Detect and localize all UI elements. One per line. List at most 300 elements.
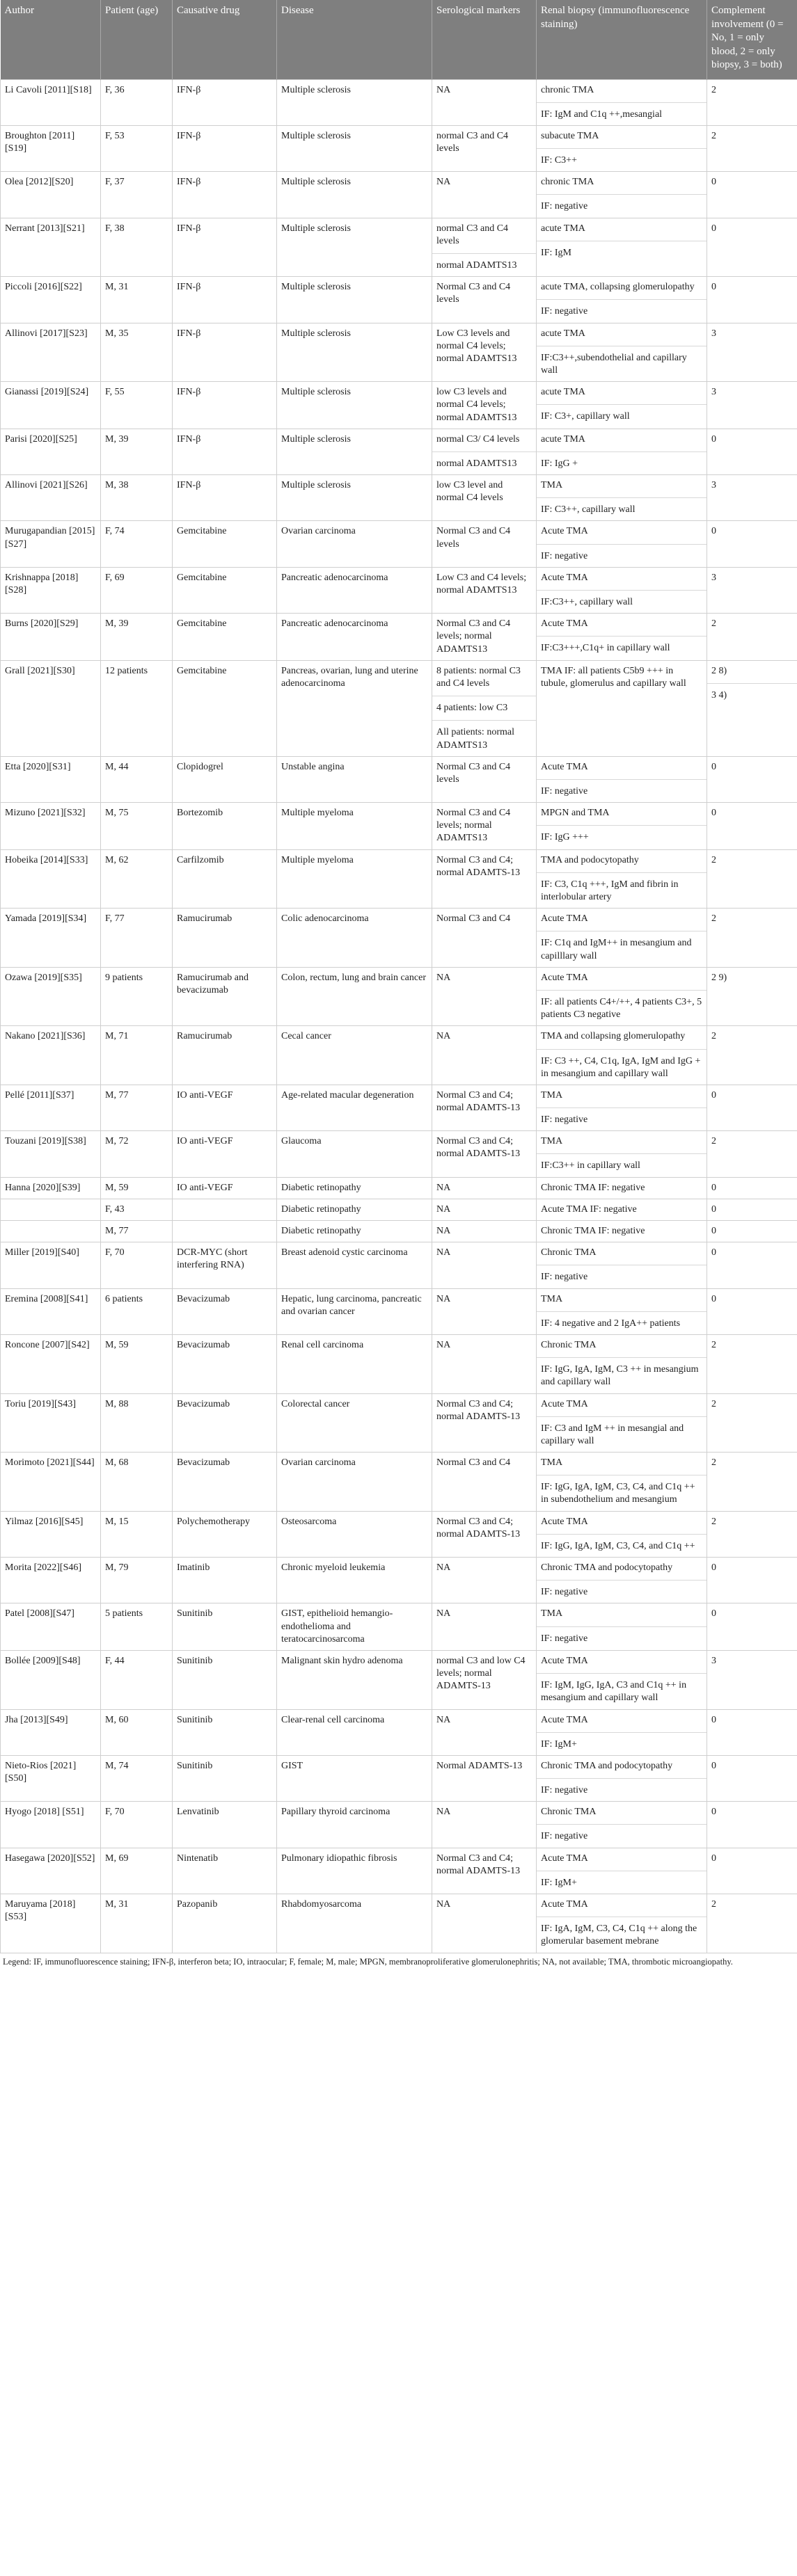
drug-cell: Bevacizumab: [173, 1453, 277, 1512]
header-disease: Disease: [277, 0, 432, 79]
markers-cell: [432, 1221, 537, 1242]
complement-cell-line: 0: [711, 223, 716, 234]
author-cell: Patel [2008][S47]: [1, 1603, 101, 1651]
complement-cell-line: 0: [711, 1203, 716, 1215]
markers-cell-line: All patients: normal ADAMTS13: [432, 720, 536, 751]
drug-cell: Carfilzomib: [173, 849, 277, 909]
drug-cell: Bevacizumab: [173, 1288, 277, 1334]
table-row: [1, 1894, 797, 1953]
markers-cell-line: normal ADAMTS13: [432, 253, 536, 272]
complement-cell: [707, 1453, 797, 1512]
biopsy-cell-line: Chronic TMA IF: negative: [541, 1182, 645, 1193]
markers-cell-line: normal C3 and C4 levels: [436, 223, 509, 246]
drug-cell: Sunitinib: [173, 1755, 277, 1801]
biopsy-cell: [537, 323, 707, 382]
author-cell: [1, 1221, 101, 1242]
complement-cell-line: 2: [711, 1031, 716, 1042]
markers-cell-line: normal C3/ C4 levels: [436, 433, 520, 445]
biopsy-cell-line: IF: negative: [537, 1580, 707, 1599]
table-row: [1, 1558, 797, 1603]
biopsy-cell: [537, 803, 707, 850]
patient-cell: F, 36: [101, 79, 173, 125]
biopsy-cell-line: IF: IgM+: [537, 1871, 707, 1889]
drug-cell: Imatinib: [173, 1558, 277, 1603]
header-complement: Complement involvement (0 = No, 1 = only blood, 2 = only biopsy, 3 = both): [707, 0, 797, 79]
author-cell: Miller [2019][S40]: [1, 1242, 101, 1288]
disease-cell: Multiple sclerosis: [277, 277, 432, 323]
table-row: [1, 79, 797, 125]
complement-cell: [707, 1199, 797, 1220]
disease-cell: Multiple sclerosis: [277, 323, 432, 382]
patient-cell: M, 60: [101, 1709, 173, 1755]
disease-cell: Diabetic retinopathy: [277, 1221, 432, 1242]
complement-cell: [707, 614, 797, 661]
complement-cell-line: 0: [711, 526, 716, 537]
biopsy-cell: [537, 909, 707, 968]
drug-cell: IO anti-VEGF: [173, 1085, 277, 1130]
disease-cell: GIST: [277, 1755, 432, 1801]
patient-cell: M, 72: [101, 1131, 173, 1177]
author-cell: Roncone [2007][S42]: [1, 1334, 101, 1393]
complement-cell: [707, 909, 797, 968]
markers-cell-line: Normal C3 and C4 levels: [436, 282, 511, 305]
table-row: [1, 614, 797, 661]
biopsy-cell-line: IF: negative: [537, 1107, 707, 1126]
drug-cell: Sunitinib: [173, 1650, 277, 1709]
biopsy-cell-line: IF:C3++,subendothelial and capillary wall: [537, 346, 707, 377]
drug-cell: Sunitinib: [173, 1603, 277, 1651]
biopsy-cell-line: IF: IgM and C1q ++,mesangial: [537, 102, 707, 121]
complement-cell-line: 3: [711, 328, 716, 339]
patient-cell: M, 38: [101, 475, 173, 521]
complement-cell-line: 2: [711, 618, 716, 630]
markers-cell: [432, 125, 537, 171]
table-row: [1, 1288, 797, 1334]
patient-cell: M, 74: [101, 1755, 173, 1801]
biopsy-cell-line: IF: negative: [537, 1824, 707, 1843]
table-row: [1, 1650, 797, 1709]
complement-cell-line: 0: [711, 1182, 716, 1193]
complement-cell-line: 0: [711, 1853, 716, 1864]
markers-cell-line: NA: [436, 1899, 451, 1910]
table-row: [1, 1199, 797, 1220]
author-cell: Burns [2020][S29]: [1, 614, 101, 661]
biopsy-cell: [537, 1558, 707, 1603]
disease-cell: Multiple myeloma: [277, 849, 432, 909]
author-cell: Maruyama [2018][S53]: [1, 1894, 101, 1953]
drug-cell: IFN-β: [173, 218, 277, 277]
table-row: [1, 125, 797, 171]
complement-cell-line: 0: [711, 808, 716, 819]
complement-cell: [707, 567, 797, 613]
markers-cell-line: NA: [436, 177, 451, 188]
biopsy-cell-line: IF: C3++: [537, 148, 707, 167]
biopsy-cell-line: IF: IgM, IgG, IgA, C3 and C1q ++ in mesangium and capillary wall: [537, 1673, 707, 1704]
biopsy-cell-line: IF: IgM+: [537, 1732, 707, 1751]
patient-cell: 9 patients: [101, 967, 173, 1026]
markers-cell: [432, 1085, 537, 1130]
biopsy-cell-line: IF: negative: [537, 544, 707, 563]
biopsy-cell: [537, 756, 707, 802]
markers-cell: [432, 382, 537, 429]
disease-cell: Unstable angina: [277, 756, 432, 802]
markers-cell: [432, 1131, 537, 1177]
author-cell: Jha [2013][S49]: [1, 1709, 101, 1755]
patient-cell: M, 68: [101, 1453, 173, 1512]
biopsy-cell: [537, 967, 707, 1026]
disease-cell: Pancreatic adenocarcinoma: [277, 567, 432, 613]
author-cell: Allinovi [2017][S23]: [1, 323, 101, 382]
markers-cell-line: Normal C3 and C4; normal ADAMTS-13: [436, 1516, 521, 1539]
author-cell: Hyogo [2018] [S51]: [1, 1802, 101, 1848]
biopsy-cell-line: IF:C3+++,C1q+ in capillary wall: [537, 636, 707, 655]
patient-cell: F, 44: [101, 1650, 173, 1709]
drug-cell: IFN-β: [173, 382, 277, 429]
biopsy-cell-line: TMA: [541, 1136, 563, 1147]
complement-cell: [707, 967, 797, 1026]
author-cell: Yilmaz [2016][S45]: [1, 1511, 101, 1557]
biopsy-cell-line: Acute TMA: [541, 761, 588, 772]
drug-cell: [173, 1199, 277, 1220]
drug-cell: Gemcitabine: [173, 521, 277, 567]
biopsy-cell: [537, 1199, 707, 1220]
complement-cell: [707, 1393, 797, 1453]
markers-cell: [432, 1603, 537, 1651]
markers-cell: [432, 849, 537, 909]
drug-cell: IFN-β: [173, 475, 277, 521]
table-row: [1, 1131, 797, 1177]
patient-cell: M, 69: [101, 1848, 173, 1894]
complement-cell-line: 2: [711, 84, 716, 95]
patient-cell: F, 69: [101, 567, 173, 613]
table-header: [1, 0, 797, 79]
drug-cell: IO anti-VEGF: [173, 1131, 277, 1177]
header-row: [1, 0, 797, 79]
biopsy-cell-line: TMA: [541, 1089, 563, 1101]
biopsy-cell-line: MPGN and TMA: [541, 808, 610, 819]
table-row: [1, 660, 797, 756]
complement-cell: [707, 1177, 797, 1199]
author-cell: Hanna [2020][S39]: [1, 1177, 101, 1199]
complement-cell: [707, 1334, 797, 1393]
markers-cell-line: normal ADAMTS13: [432, 451, 536, 470]
complement-cell-line: 0: [711, 177, 716, 188]
complement-cell: [707, 1755, 797, 1801]
table-row: [1, 1221, 797, 1242]
author-cell: Li Cavoli [2011][S18]: [1, 79, 101, 125]
biopsy-cell-line: Acute TMA: [541, 913, 588, 925]
biopsy-cell: [537, 1393, 707, 1453]
biopsy-cell-line: Acute TMA: [541, 1853, 588, 1864]
disease-cell: GIST, epithelioid hemangio-endothelioma and teratocarcinosarcoma: [277, 1603, 432, 1651]
table-body: [1, 79, 797, 1953]
table-row: [1, 803, 797, 850]
markers-cell-line: NA: [436, 1608, 451, 1619]
table-row: [1, 1511, 797, 1557]
complement-cell: [707, 660, 797, 756]
drug-cell: Ramucirumab: [173, 1026, 277, 1085]
biopsy-cell-line: Acute TMA: [541, 1655, 588, 1666]
patient-cell: M, 88: [101, 1393, 173, 1453]
table-row: [1, 1755, 797, 1801]
drug-cell: Sunitinib: [173, 1709, 277, 1755]
complement-cell: [707, 172, 797, 218]
complement-cell-line: 2: [711, 1457, 716, 1469]
biopsy-cell: [537, 1177, 707, 1199]
biopsy-cell-line: Acute TMA IF: negative: [541, 1203, 637, 1215]
markers-cell-line: NA: [436, 1714, 451, 1725]
markers-cell-line: Normal C3 and C4 levels: [436, 526, 511, 550]
complement-cell-line: 3: [711, 480, 716, 491]
drug-cell: Clopidogrel: [173, 756, 277, 802]
author-cell: Touzani [2019][S38]: [1, 1131, 101, 1177]
author-cell: Morita [2022][S46]: [1, 1558, 101, 1603]
patient-cell: M, 15: [101, 1511, 173, 1557]
patient-cell: F, 37: [101, 172, 173, 218]
biopsy-cell: [537, 1085, 707, 1130]
drug-cell: IFN-β: [173, 429, 277, 474]
biopsy-cell-line: IF: IgM: [537, 241, 707, 259]
markers-cell-line: NA: [436, 1182, 451, 1193]
markers-cell: [432, 323, 537, 382]
complement-cell-line: 2: [711, 130, 716, 141]
biopsy-cell: [537, 125, 707, 171]
author-cell: Toriu [2019][S43]: [1, 1393, 101, 1453]
complement-cell-line: 3: [711, 572, 716, 583]
patient-cell: M, 79: [101, 1558, 173, 1603]
complement-cell: [707, 125, 797, 171]
biopsy-cell-line: IF: negative: [537, 779, 707, 798]
disease-cell: Chronic myeloid leukemia: [277, 1558, 432, 1603]
disease-cell: Hepatic, lung carcinoma, pancreatic and ovarian cancer: [277, 1288, 432, 1334]
author-cell: Bollée [2009][S48]: [1, 1650, 101, 1709]
biopsy-cell: [537, 475, 707, 521]
markers-cell: [432, 429, 537, 474]
complement-cell: [707, 429, 797, 474]
disease-cell: Diabetic retinopathy: [277, 1177, 432, 1199]
author-cell: [1, 1199, 101, 1220]
disease-cell: Malignant skin hydro adenoma: [277, 1650, 432, 1709]
biopsy-cell-line: IF: C3++, capillary wall: [537, 497, 707, 516]
markers-cell-line: Low C3 levels and normal C4 levels; normal ADAMTS13: [436, 328, 517, 364]
markers-cell: [432, 1650, 537, 1709]
biopsy-cell-line: IF: C3 ++, C4, C1q, IgA, IgM and IgG + in mesangium and capillary wall: [537, 1049, 707, 1080]
patient-cell: M, 71: [101, 1026, 173, 1085]
biopsy-cell-line: IF: negative: [537, 1265, 707, 1283]
biopsy-cell-line: IF: C3+, capillary wall: [537, 404, 707, 423]
table-row: [1, 849, 797, 909]
biopsy-cell-line: Chronic TMA: [541, 1339, 597, 1350]
patient-cell: F, 74: [101, 521, 173, 567]
disease-cell: Multiple sclerosis: [277, 172, 432, 218]
biopsy-cell-line: IF: IgG +: [537, 451, 707, 470]
biopsy-cell-line: IF: C3 and IgM ++ in mesangial and capillary wall: [537, 1416, 707, 1448]
complement-cell: [707, 849, 797, 909]
markers-cell: [432, 1709, 537, 1755]
table-row: [1, 1848, 797, 1894]
table-row: [1, 1026, 797, 1085]
author-cell: Piccoli [2016][S22]: [1, 277, 101, 323]
biopsy-cell-line: Chronic TMA: [541, 1247, 597, 1258]
markers-cell-line: NA: [436, 1562, 451, 1573]
complement-cell: [707, 1802, 797, 1848]
author-cell: Nakano [2021][S36]: [1, 1026, 101, 1085]
patient-cell: F, 77: [101, 909, 173, 968]
drug-cell: [173, 1221, 277, 1242]
markers-cell-line: low C3 level and normal C4 levels: [436, 480, 503, 504]
patient-cell: F, 53: [101, 125, 173, 171]
markers-cell: [432, 1848, 537, 1894]
biopsy-cell: [537, 521, 707, 567]
biopsy-cell-line: acute TMA: [541, 387, 585, 398]
markers-cell-line: Normal C3 and C4 levels; normal ADAMTS13: [436, 808, 511, 844]
biopsy-cell: [537, 1242, 707, 1288]
markers-cell: [432, 909, 537, 968]
biopsy-cell-line: TMA: [541, 480, 563, 491]
drug-cell: Bevacizumab: [173, 1334, 277, 1393]
disease-cell: Breast adenoid cystic carcinoma: [277, 1242, 432, 1288]
author-cell: Hasegawa [2020][S52]: [1, 1848, 101, 1894]
complement-cell-line: 2: [711, 1516, 716, 1527]
biopsy-cell: [537, 1334, 707, 1393]
complement-cell-line: 2: [711, 913, 716, 925]
biopsy-cell: [537, 567, 707, 613]
biopsy-cell-line: TMA and collapsing glomerulopathy: [541, 1031, 686, 1042]
markers-cell-line: normal C3 and C4 levels: [436, 130, 509, 154]
complement-cell-line: 0: [711, 1714, 716, 1725]
complement-cell: [707, 475, 797, 521]
markers-cell-line: NA: [436, 84, 451, 95]
biopsy-cell-line: chronic TMA: [541, 177, 594, 188]
complement-cell-line: 0: [711, 1760, 716, 1771]
complement-cell: [707, 1288, 797, 1334]
markers-cell-line: Normal C3 and C4 levels; normal ADAMTS13: [436, 618, 511, 655]
drug-cell: Lenvatinib: [173, 1802, 277, 1848]
header-drug: Causative drug: [173, 0, 277, 79]
complement-cell-line: 0: [711, 1247, 716, 1258]
biopsy-cell: [537, 79, 707, 125]
biopsy-cell-line: IF: negative: [537, 1778, 707, 1797]
biopsy-cell-line: TMA: [541, 1457, 563, 1469]
biopsy-cell: [537, 1802, 707, 1848]
complement-cell: [707, 1242, 797, 1288]
disease-cell: Multiple sclerosis: [277, 79, 432, 125]
table-row: [1, 323, 797, 382]
markers-cell-line: Normal C3 and C4: [436, 913, 511, 925]
drug-cell: Gemcitabine: [173, 567, 277, 613]
complement-cell-line: 0: [711, 1608, 716, 1619]
markers-cell-line: Normal C3 and C4: [436, 1457, 511, 1469]
disease-cell: Glaucoma: [277, 1131, 432, 1177]
author-cell: Broughton [2011][S19]: [1, 125, 101, 171]
markers-cell-line: normal C3 and low C4 levels; normal ADAMTS-13: [436, 1655, 526, 1692]
author-cell: Yamada [2019][S34]: [1, 909, 101, 968]
biopsy-cell-line: TMA: [541, 1293, 563, 1304]
disease-cell: Colon, rectum, lung and brain cancer: [277, 967, 432, 1026]
complement-cell-line: 3: [711, 1655, 716, 1666]
biopsy-cell: [537, 1755, 707, 1801]
patient-cell: 12 patients: [101, 660, 173, 756]
author-cell: Parisi [2020][S25]: [1, 429, 101, 474]
markers-cell-line: Normal C3 and C4; normal ADAMTS-13: [436, 1398, 521, 1422]
drug-cell: IFN-β: [173, 125, 277, 171]
patient-cell: F, 70: [101, 1802, 173, 1848]
biopsy-cell-line: Acute TMA: [541, 1398, 588, 1409]
complement-cell: [707, 1709, 797, 1755]
biopsy-cell: [537, 1603, 707, 1651]
markers-cell-line: Normal ADAMTS-13: [436, 1760, 523, 1771]
markers-cell: [432, 1199, 537, 1220]
biopsy-cell: [537, 849, 707, 909]
author-cell: Pellé [2011][S37]: [1, 1085, 101, 1130]
markers-cell: [432, 1026, 537, 1085]
disease-cell: Papillary thyroid carcinoma: [277, 1802, 432, 1848]
table-row: [1, 1802, 797, 1848]
complement-cell: [707, 79, 797, 125]
table-row: [1, 567, 797, 613]
markers-cell-line: Normal C3 and C4; normal ADAMTS-13: [436, 1136, 521, 1160]
complement-cell: [707, 1511, 797, 1557]
disease-cell: Cecal cancer: [277, 1026, 432, 1085]
patient-cell: M, 75: [101, 803, 173, 850]
complement-cell-line: 2: [711, 1339, 716, 1350]
complement-cell-line: 0: [711, 282, 716, 293]
biopsy-cell: [537, 382, 707, 429]
complement-cell-line: 0: [711, 433, 716, 445]
biopsy-cell: [537, 218, 707, 277]
biopsy-cell-line: acute TMA: [541, 223, 585, 234]
disease-cell: Pancreatic adenocarcinoma: [277, 614, 432, 661]
header-markers: Serological markers: [432, 0, 537, 79]
disease-cell: Rhabdomyosarcoma: [277, 1894, 432, 1953]
complement-cell-line: 2: [711, 1398, 716, 1409]
complement-cell: [707, 323, 797, 382]
markers-cell: [432, 1894, 537, 1953]
complement-cell-line: 2 8): [711, 665, 727, 676]
markers-cell: [432, 803, 537, 850]
patient-cell: F, 70: [101, 1242, 173, 1288]
biopsy-cell-line: Acute TMA: [541, 1516, 588, 1527]
drug-cell: Ramucirumab and bevacizumab: [173, 967, 277, 1026]
biopsy-cell: [537, 1511, 707, 1557]
markers-cell: [432, 614, 537, 661]
biopsy-cell-line: subacute TMA: [541, 130, 599, 141]
markers-cell-line: NA: [436, 1203, 451, 1215]
biopsy-cell-line: IF: IgG, IgA, IgM, C3 ++ in mesangium and capillary wall: [537, 1357, 707, 1389]
patient-cell: M, 59: [101, 1334, 173, 1393]
patient-cell: M, 39: [101, 429, 173, 474]
markers-cell-line: 4 patients: low C3: [432, 696, 536, 714]
markers-cell: [432, 1453, 537, 1512]
markers-cell: [432, 1558, 537, 1603]
author-cell: Nieto-Rios [2021][S50]: [1, 1755, 101, 1801]
biopsy-cell-line: IF: IgG, IgA, IgM, C3, C4, and C1q ++ in subendothelium and mesangium: [537, 1475, 707, 1506]
biopsy-cell-line: IF: IgG, IgA, IgM, C3, C4, and C1q ++: [537, 1534, 707, 1553]
header-biopsy: Renal biopsy (immunofluorescence staining): [537, 0, 707, 79]
disease-cell: Pancreas, ovarian, lung and uterine adenocarcinoma: [277, 660, 432, 756]
markers-cell-line: Normal C3 and C4; normal ADAMTS-13: [436, 1853, 521, 1876]
complement-cell-line: 0: [711, 1293, 716, 1304]
complement-cell: [707, 521, 797, 567]
table-row: [1, 382, 797, 429]
complement-cell: [707, 1650, 797, 1709]
biopsy-cell-line: acute TMA: [541, 433, 585, 445]
markers-cell: [432, 660, 537, 756]
biopsy-cell-line: TMA: [541, 1608, 563, 1619]
complement-cell-line: 0: [711, 761, 716, 772]
author-cell: Hobeika [2014][S33]: [1, 849, 101, 909]
author-cell: Olea [2012][S20]: [1, 172, 101, 218]
